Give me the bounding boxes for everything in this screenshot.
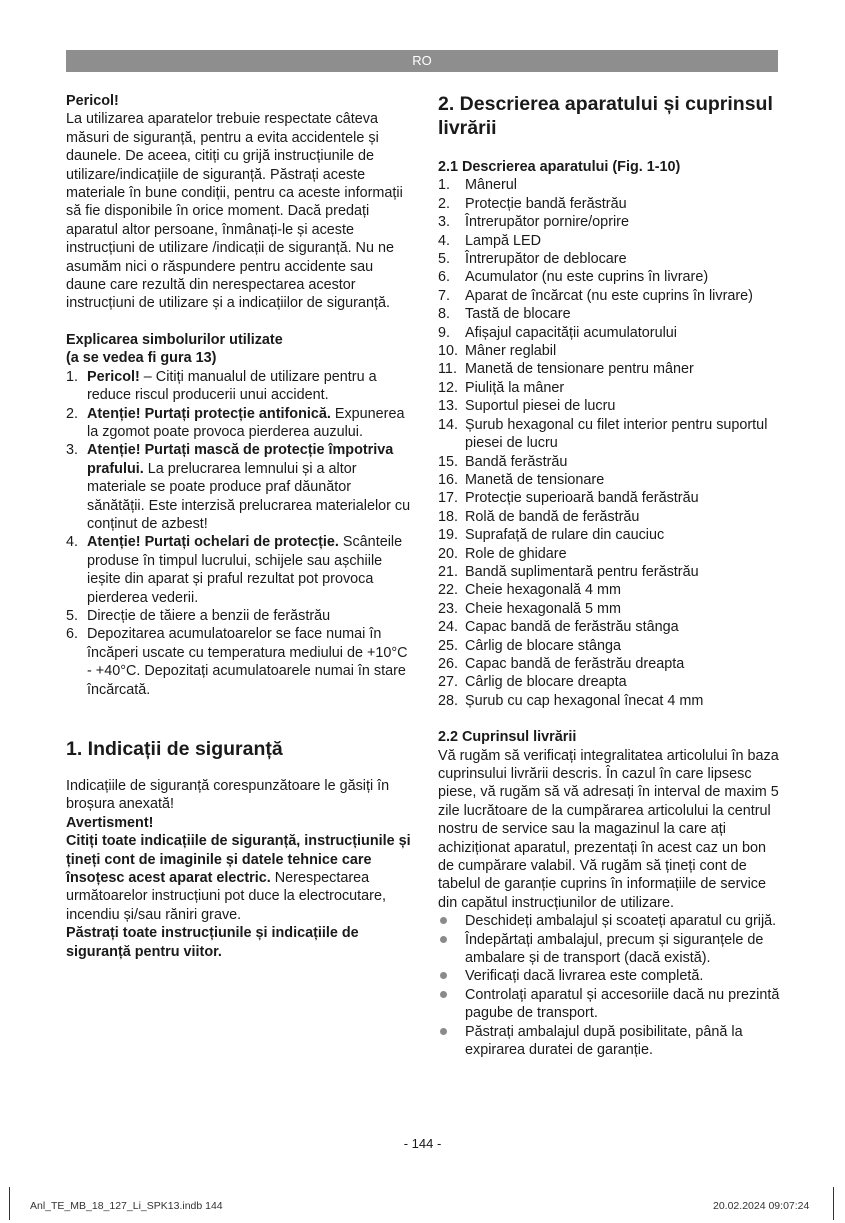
list-item: 11. Manetă de tensionare pentru mâner bbox=[438, 361, 694, 378]
list-item: 23. Cheie hexagonală 5 mm bbox=[438, 600, 621, 617]
list-item: Verificați dacă livrarea este completă. bbox=[438, 967, 783, 985]
list-item: 14. Șurub hexagonal cu filet interior pentru suportul piesei de lucru bbox=[438, 416, 768, 452]
list-item: 3. Întrerupător pornire/oprire bbox=[438, 214, 629, 231]
list-item: Controlați aparatul și accesoriile dacă nu prezintă pagube de transport. bbox=[438, 986, 783, 1023]
list-item: 2. Protecție bandă ferăstrău bbox=[438, 195, 627, 212]
list-item: 6. Depozitarea acumulatoarelor se face numai în încăperi uscate cu temperatura mediului de +10°C - +40°C. Depozitați acumulatoarele numai în stare încărcată. bbox=[66, 626, 408, 698]
pericol-title: Pericol! bbox=[66, 93, 119, 109]
delivery-bullets bbox=[438, 912, 783, 1059]
list-item: Deschideți ambalajul și scoateți aparatul cu grijă. bbox=[438, 912, 783, 930]
warning-text: Citiți toate indicațiile de siguranță, instrucțiunile și țineți cont de imaginile și datele tehnice care însoțesc acest aparat electric. Nerespectarea următoarelor instrucțiuni pot duce la electrocutare, incendiu și/sau răniri grave. bbox=[66, 833, 411, 923]
language-bar: RO bbox=[66, 50, 778, 72]
list-item: 5. Direcție de tăiere a benzii de ferăstrău bbox=[66, 607, 331, 624]
list-item: 5. Întrerupător de deblocare bbox=[438, 251, 627, 268]
list-item: 21. Bandă suplimentară pentru ferăstrău bbox=[438, 563, 699, 580]
list-item: 17. Protecție superioară bandă ferăstrău bbox=[438, 490, 699, 507]
margin-line-right bbox=[833, 1187, 834, 1220]
list-item: 25. Cârlig de blocare stânga bbox=[438, 637, 621, 654]
list-item: 22. Cheie hexagonală 4 mm bbox=[438, 582, 621, 599]
footer-timestamp: 20.02.2024 09:07:24 bbox=[713, 1200, 810, 1212]
parts-list bbox=[438, 176, 783, 710]
list-item: Îndepărtați ambalajul, precum și siguranțele de ambalare și de transport (dacă există). bbox=[438, 931, 783, 968]
list-item: 16. Manetă de tensionare bbox=[438, 471, 605, 488]
symbols-title-line1: Explicarea simbolurilor utilizate bbox=[66, 331, 283, 348]
list-item: 3. Atenție! Purtați mască de protecție împotriva prafului. La prelucrarea lemnului și a altor materiale se poate produce praf dăunător sănătății. Este interzisă prelucrarea materialelor cu conținut de azbest! bbox=[66, 442, 411, 532]
bullet-icon bbox=[440, 1028, 447, 1035]
list-item: 18. Rolă de bandă de ferăstrău bbox=[438, 508, 640, 525]
list-item: 19. Suprafață de rulare din cauciuc bbox=[438, 527, 665, 544]
keep-instructions: Păstrați toate instrucțiunile și indicațiile de siguranță pentru viitor. bbox=[66, 925, 359, 960]
list-item: 12. Piuliță la mâner bbox=[438, 379, 565, 396]
list-item: 13. Suportul piesei de lucru bbox=[438, 398, 616, 415]
list-item: 8. Tastă de blocare bbox=[438, 306, 571, 323]
page-number: - 144 - bbox=[403, 1136, 442, 1151]
list-item: 4. Lampă LED bbox=[438, 232, 541, 249]
footer-file: Anl_TE_MB_18_127_Li_SPK13.indb 144 bbox=[30, 1200, 223, 1212]
list-item: 1. Pericol! – Citiți manualul de utilizare pentru a reduce riscul producerii unui accident. bbox=[66, 368, 377, 404]
bullet-icon bbox=[440, 936, 447, 943]
list-item: 4. Atenție! Purtați ochelari de protecție. Scânteile produse în timpul lucrului, schijele sau așchiile ieșite din aparat și praful rezultat pot provoca pierderea vederii. bbox=[66, 534, 403, 606]
list-item: 10. Mâner reglabil bbox=[438, 343, 557, 360]
subsection-21-title: 2.1 Descrierea aparatului (Fig. 1-10) bbox=[438, 159, 681, 175]
list-item: 27. Cârlig de blocare dreapta bbox=[438, 674, 627, 691]
list-item: 26. Capac bandă de ferăstrău dreapta bbox=[438, 655, 685, 672]
warning-title: Avertisment! bbox=[66, 814, 154, 831]
list-item: 1. Mânerul bbox=[438, 177, 517, 194]
list-item: 15. Bandă ferăstrău bbox=[438, 453, 568, 470]
section1-title: 1. Indicații de siguranță bbox=[66, 738, 283, 760]
subsection-22-title: 2.2 Cuprinsul livrării bbox=[438, 729, 577, 746]
list-item: 9. Afișajul capacității acumulatorului bbox=[438, 324, 677, 341]
section2-title: 2. Descrierea aparatului și cuprinsul livrării bbox=[438, 93, 773, 139]
symbols-title-line2: (a se vedea fi gura 13) bbox=[66, 350, 217, 367]
subsection-22-text: Vă rugăm să verificați integralitatea articolului în baza cuprinsului livrării descris. În cazul în care lipsesc piese, vă rugăm să vă adresați în interval de maxim 5 zile lucrătoare de la cumpărarea articolului la centrul nostru de service sau la magazinul la care ați achiziționat aparatul, prezentați în acest caz un bon de cumpărare valabil. Vă rugăm să țineți cont de tabelul de garanție cuprins în informațiile de service din capătul instrucțiunilor de utilizare. bbox=[438, 747, 779, 911]
list-item: 24. Capac bandă de ferăstrău stânga bbox=[438, 619, 679, 636]
list-item: 2. Atenție! Purtați protecție antifonică. Expunerea la zgomot poate provoca pierderea auzului. bbox=[66, 405, 405, 440]
bullet-icon bbox=[440, 991, 447, 998]
margin-line-left bbox=[9, 1187, 10, 1220]
list-item: 28. Șurub cu cap hexagonal înecat 4 mm bbox=[438, 692, 704, 709]
bullet-icon bbox=[440, 917, 447, 924]
left-column bbox=[66, 92, 411, 961]
right-column bbox=[438, 92, 783, 1060]
symbols-title bbox=[66, 331, 411, 368]
bullet-icon bbox=[440, 972, 447, 979]
section1-intro: Indicațiile de siguranță corespunzătoare le găsiți în broșura anexată! bbox=[66, 778, 390, 813]
list-item: 7. Aparat de încărcat (nu este cuprins în livrare) bbox=[438, 287, 753, 304]
pericol-text: La utilizarea aparatelor trebuie respectate câteva măsuri de siguranță, pentru a evita accidentele și daunele. De aceea, citiți cu grijă instrucțiunile de utilizare/indicațiile de siguranță. Păstrați aceste materiale în bune condiții, pentru ca aceste informații să fie disponibile în orice moment. Dacă predați aparatul altor persoane, înmânați-le și aceste instrucțiuni de utilizare /indicații de siguranță. Nu ne asumăm nici o răspundere pentru accidente sau daune care rezultă din nerespectarea acestor instrucțiuni de utilizare și a indicațiilor de siguranță. bbox=[66, 111, 403, 312]
symbols-list bbox=[66, 368, 411, 699]
list-item: 20. Role de ghidare bbox=[438, 545, 567, 562]
list-item: 6. Acumulator (nu este cuprins în livrare) bbox=[438, 269, 709, 286]
list-item: Păstrați ambalajul după posibilitate, până la expirarea duratei de garanție. bbox=[438, 1023, 783, 1060]
